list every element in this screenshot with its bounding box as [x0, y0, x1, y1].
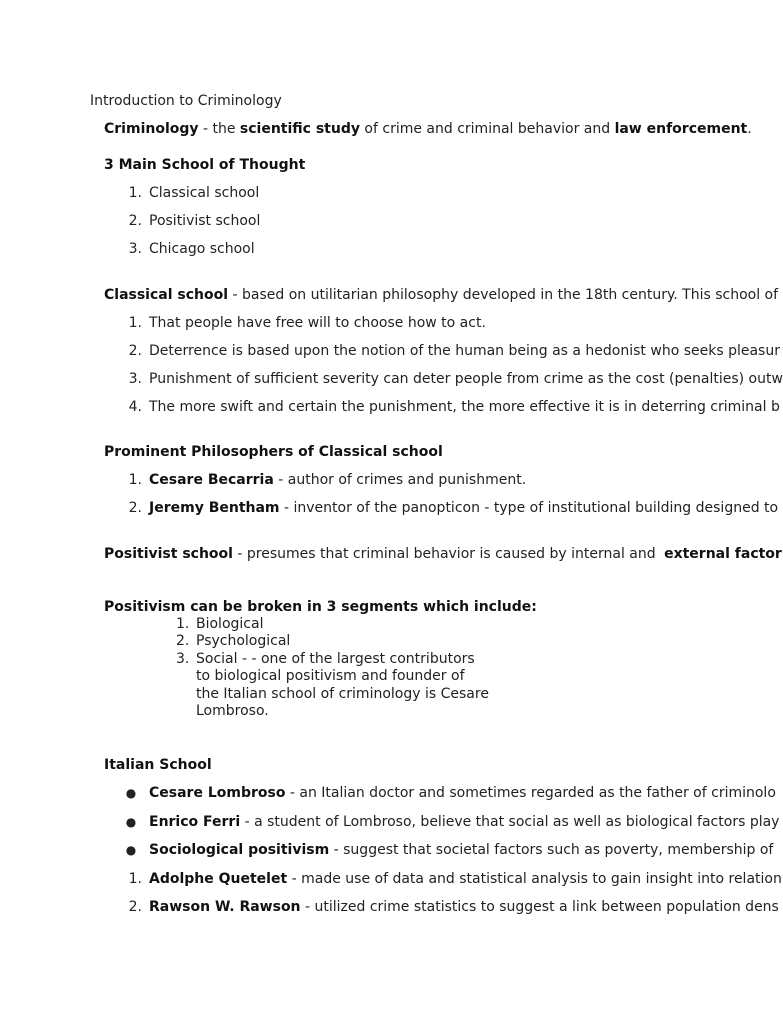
list-item: 1. That people have free will to choose how to act. — [128, 315, 486, 331]
criminology-definition: Criminology - the scientific study of crime and criminal behavior and law enforcement. — [104, 121, 752, 137]
list-item: 1. Biological — [176, 616, 264, 632]
document-title: Introduction to Criminology — [90, 93, 282, 109]
italian-school-heading: Italian School — [104, 757, 212, 773]
list-item: 2. Deterrence is based upon the notion of the human being as a hedonist who seeks pleasur — [128, 343, 780, 359]
list-item: 4. The more swift and certain the punishment, the more effective it is in deterring criminal b — [128, 399, 780, 415]
list-item-continuation: the Italian school of criminology is Cesare — [196, 686, 489, 702]
positivism-heading: Positivism can be broken in 3 segments which include: — [104, 599, 537, 615]
list-item: 2. Psychological — [176, 633, 291, 649]
list-item: 3. Social - - one of the largest contributors — [176, 651, 475, 667]
list-item: ● Cesare Lombroso - an Italian doctor and sometimes regarded as the father of criminolo — [120, 784, 776, 802]
list-item: ● Enrico Ferri - a student of Lombroso, believe that social as well as biological factors play — [120, 813, 779, 831]
list-item: 2. Positivist school — [128, 213, 261, 229]
list-item: 1. Classical school — [128, 185, 260, 201]
bullet-icon: ● — [125, 843, 137, 857]
list-item: 1. Adolphe Quetelet - made use of data and statistical analysis to gain insight into relation — [128, 871, 782, 887]
list-item: 3. Punishment of sufficient severity can deter people from crime as the cost (penalties) outw — [128, 371, 783, 387]
list-item-continuation: to biological positivism and founder of — [196, 668, 465, 684]
positivist-school-definition: Positivist school - presumes that criminal behavior is caused by internal and external factor — [104, 546, 782, 562]
list-item: 3. Chicago school — [128, 241, 255, 257]
philosophers-heading: Prominent Philosophers of Classical school — [104, 444, 443, 460]
bullet-icon: ● — [125, 815, 137, 829]
list-item: 2. Jeremy Bentham - inventor of the panopticon - type of institutional building designed to — [128, 500, 779, 516]
list-item-continuation: Lombroso. — [196, 703, 269, 719]
bullet-icon: ● — [125, 786, 137, 800]
schools-heading: 3 Main School of Thought — [104, 157, 306, 173]
definition-term: Criminology — [104, 121, 199, 137]
list-item: 1. Cesare Becarria - author of crimes and punishment. — [128, 472, 527, 488]
list-item: ● Sociological positivism - suggest that societal factors such as poverty, membership of — [120, 841, 773, 859]
list-item: 2. Rawson W. Rawson - utilized crime statistics to suggest a link between population dens — [128, 899, 779, 915]
classical-school-definition: Classical school - based on utilitarian philosophy developed in the 18th century. This school of — [104, 287, 779, 303]
